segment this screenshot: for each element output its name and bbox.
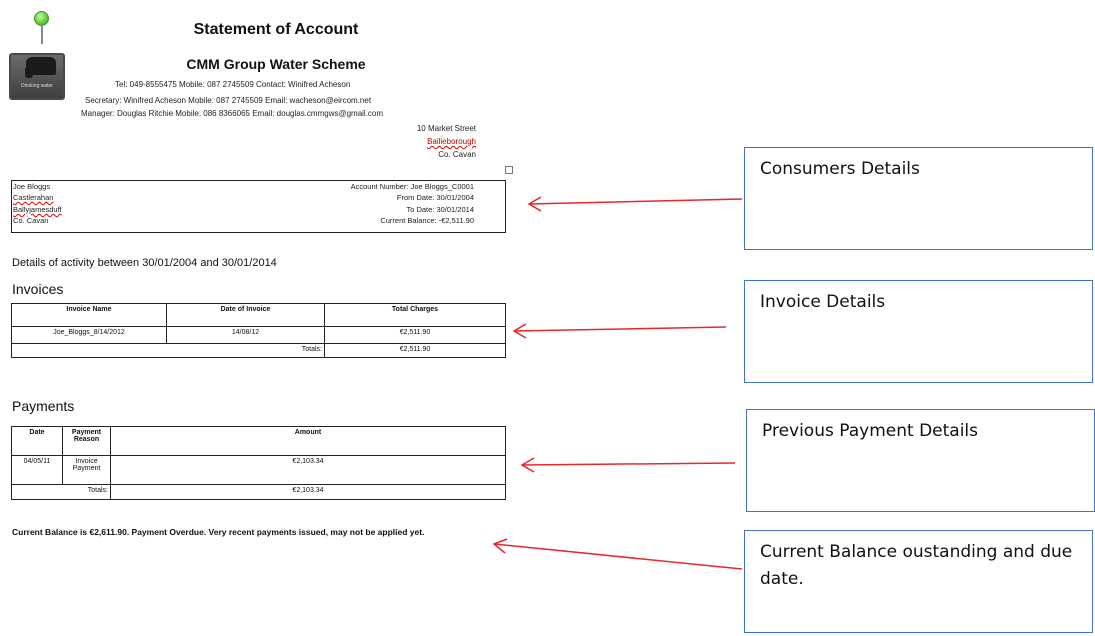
arrowhead-payments [522, 458, 534, 472]
page-title: Statement of Account [193, 21, 359, 38]
arrowhead-invoice [514, 324, 526, 338]
table-header-row [12, 427, 506, 456]
account-number: Account Number: Joe Bloggs_C0001 [350, 182, 474, 191]
consumer-address-line: Castlerahan [13, 193, 54, 202]
address-line: Co. Cavan [438, 150, 476, 159]
totals-label: Totals: [12, 485, 111, 500]
totals-label: Totals: [12, 344, 325, 358]
callout-payment-details: Previous Payment Details [746, 409, 1095, 512]
payments-heading: Payments [12, 398, 75, 414]
consumer-address-line: Co. Cavan [13, 216, 49, 225]
column-header: Total Charges [325, 304, 506, 327]
invoice-name-cell: Joe_Bloggs_8/14/2012 [12, 327, 167, 344]
arrow-invoice [514, 327, 726, 331]
from-date: From Date: 30/01/2004 [396, 193, 474, 202]
logo-pin-stem [41, 26, 43, 44]
arrow-payments [522, 463, 735, 465]
logo-pin-icon [34, 11, 49, 26]
address-line: Bailieborough [427, 137, 476, 146]
address-line: 10 Market Street [416, 124, 476, 133]
payment-table [11, 426, 506, 500]
column-header: Invoice Name [12, 304, 167, 327]
column-header: Date [12, 427, 63, 456]
arrowhead-consumers [529, 197, 541, 211]
table-header-row [12, 304, 506, 327]
callout-current-balance: Current Balance oustanding and due date. [744, 530, 1093, 633]
callout-invoice-details: Invoice Details [744, 280, 1093, 383]
invoice-charges-cell: €2,511.90 [325, 327, 506, 344]
table-row [12, 456, 506, 485]
arrowhead-balance [494, 539, 507, 553]
scheme-name: CMM Group Water Scheme [186, 56, 366, 72]
tap-spout-icon [25, 68, 33, 78]
payment-date-cell: 04/05/11 [12, 456, 63, 485]
balance-note: Current Balance is €2,611.90. Payment Overdue. Very recent payments issued, may not be applied yet. [12, 527, 425, 537]
arrow-consumers [529, 199, 742, 204]
activity-period: Details of activity between 30/01/2004 and 30/01/2014 [12, 257, 277, 269]
totals-row [12, 344, 506, 358]
logo-caption: Drinking water [21, 83, 53, 89]
payment-reason-cell: Invoice Payment [63, 456, 111, 485]
invoices-heading: Invoices [12, 281, 64, 297]
arrow-balance [494, 544, 742, 569]
totals-value: €2,103.34 [111, 485, 506, 500]
current-balance: Current Balance: -€2,511.90 [380, 216, 474, 225]
column-header: Amount [111, 427, 506, 456]
callout-consumers-details: Consumers Details [744, 147, 1093, 250]
contact-line-secretary: Secretary: Winifred Acheson Mobile: 087 2745509 Email: wacheson@eircom.net [85, 96, 372, 105]
contact-line-phone: Tel: 049-8555475 Mobile: 087 2745509 Contact: Winifred Acheson [115, 80, 351, 89]
to-date: To Date: 30/01/2014 [406, 205, 474, 214]
column-header: Date of Invoice [167, 304, 325, 327]
totals-row [12, 485, 506, 500]
column-header: Payment Reason [63, 427, 111, 456]
payment-amount-cell: €2,103.34 [111, 456, 506, 485]
invoice-table [11, 303, 506, 358]
table-row [12, 327, 506, 344]
consumer-address-line: Ballyjamesduff [13, 205, 62, 214]
invoice-date-cell: 14/08/12 [167, 327, 325, 344]
consumer-name: Joe Bloggs [13, 182, 51, 191]
anchor-marker [505, 166, 513, 174]
contact-line-manager: Manager: Douglas Ritchie Mobile: 086 8366065 Email: douglas.cmmgws@gmail.com [81, 109, 384, 118]
totals-value: €2,511.90 [325, 344, 506, 358]
